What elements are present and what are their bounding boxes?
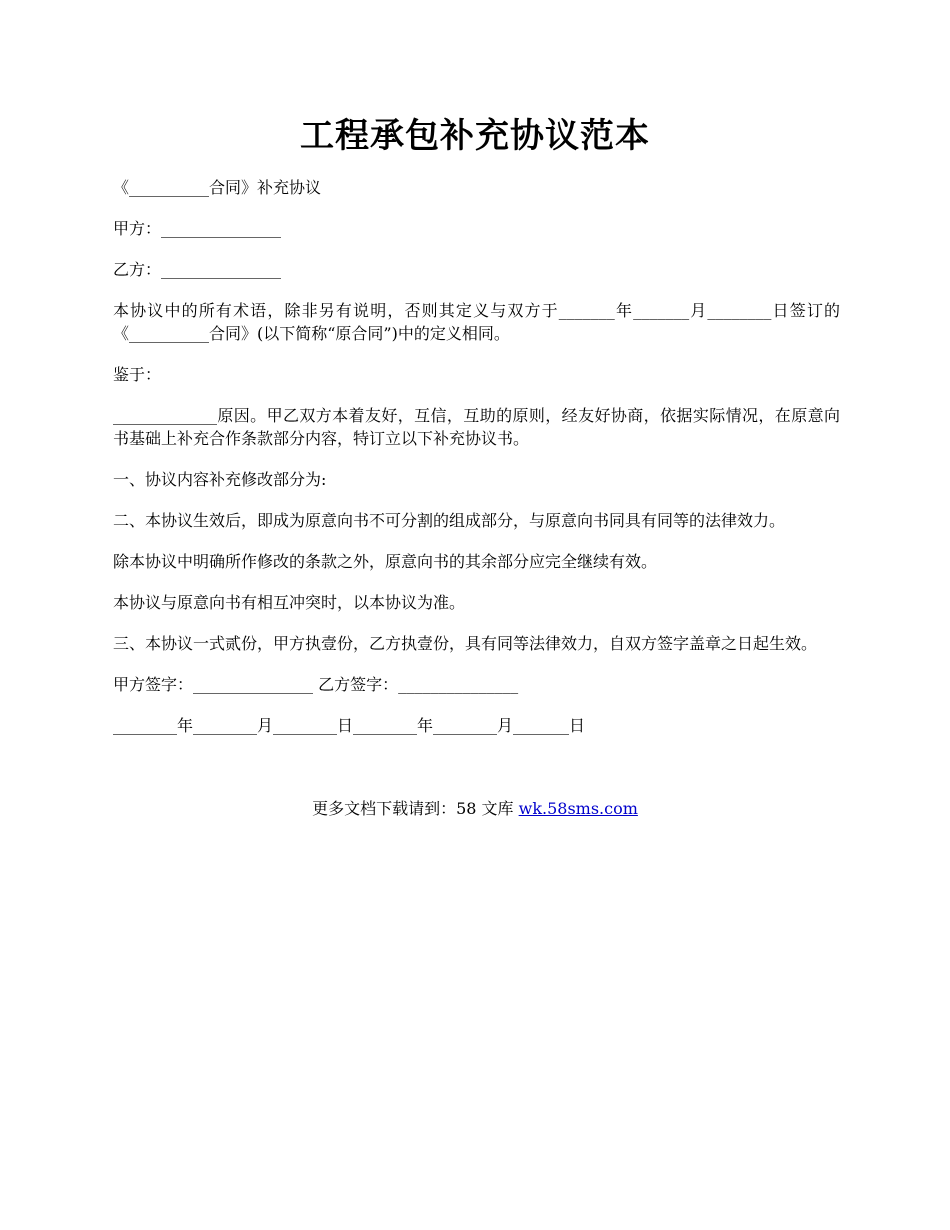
document-body <box>113 176 840 755</box>
clause-two: 二、本协议生效后，即成为原意向书不可分割的组成部分，与原意向书同具有同等的法律效力。 <box>113 511 786 530</box>
date-line: ________年________月________日________年________月_______日 <box>113 716 586 735</box>
signature-line: 甲方签字：_______________ 乙方签字：_______________ <box>113 675 519 694</box>
precedence-paragraph: 本协议与原意向书有相互冲突时，以本协议为准。 <box>113 593 466 612</box>
background-paragraph: _____________原因。甲乙双方本着友好，互信，互助的原则，经友好协商，依据实际情况，在原意向书基础上补充合作条款部分内容，特订立以下补充协议书。 <box>113 406 840 448</box>
party-a-line: 甲方：_______________ <box>113 219 282 238</box>
download-footer <box>0 797 950 820</box>
footer-text: 更多文档下载请到：58 文库 <box>312 799 519 818</box>
clause-one: 一、协议内容补充修改部分为: <box>113 470 327 489</box>
footer-link[interactable]: wk.58sms.com <box>518 799 638 818</box>
clause-three: 三、本协议一式贰份，甲方执壹份，乙方执壹份，具有同等法律效力，自双方签字盖章之日起生效。 <box>113 634 818 653</box>
terms-definition-paragraph: 本协议中的所有术语，除非另有说明，否则其定义与双方于_______年_______月________日签订的《__________合同》(以下简称“原合同”)中的定义相同。 <box>113 301 840 343</box>
party-b-line: 乙方：_______________ <box>113 260 282 279</box>
document-title: 工程承包补充协议范本 <box>300 116 650 156</box>
whereas-label: 鉴于： <box>113 365 162 384</box>
validity-paragraph: 除本协议中明确所作修改的条款之外，原意向书的其余部分应完全继续有效。 <box>113 552 658 571</box>
agreement-heading: 《__________合同》补充协议 <box>113 178 322 197</box>
